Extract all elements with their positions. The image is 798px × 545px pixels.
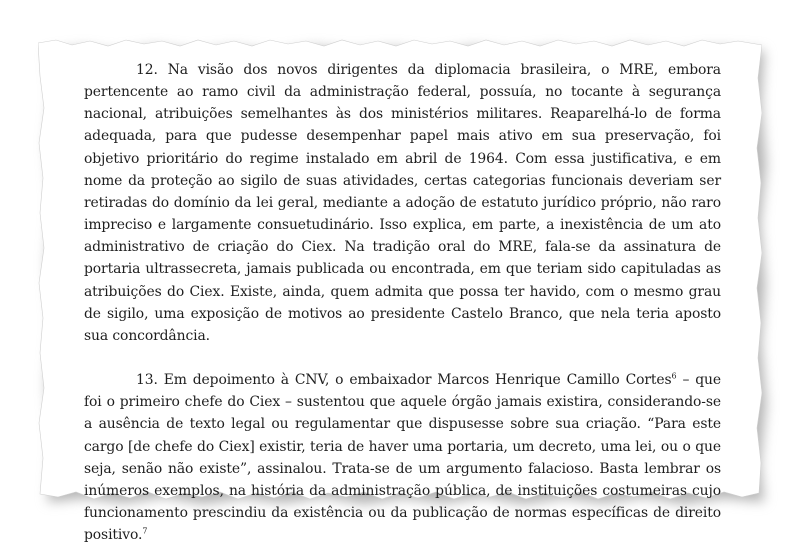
- paragraph-13-text-end: – que foi o primeiro chefe do Ciex – sustentou que aquele órgão jamais existira, considerando-se a ausência de texto legal ou regulamentar que dispusesse sobre sua criação. “Para este cargo [de chefe do Ciex] existir, teria de haver uma portaria, um decreto, uma lei, ou o que seja, senão não existe”, assinalou. Trata-se de um argumento falacioso. Basta lembrar os inúmeros exemplos, na história da administração pública, de instituições costumeiras cujo funcionamento prescindiu da existência ou da publicação de normas específicas de direito positivo.: [84, 372, 721, 544]
- paragraph-12-text: 12. Na visão dos novos dirigentes da diplomacia brasileira, o MRE, embora pertencente ao ramo civil da administração federal, possuía, no tocante à segurança nacional, atribuições semelhantes às dos ministérios militares. Reaparelhá-lo de forma adequada, para que pudesse desempenhar papel mais ativo em sua preservação, foi objetivo prioritário do regime instalado em abril de 1964. Com essa justificativa, e em nome da proteção ao sigilo de suas atividades, certas categorias funcionais deveriam ser retiradas do domínio da lei geral, mediante a adoção de estatuto jurídico próprio, não raro impreciso e largamente consuetudinário. Isso explica, em parte, a inexistência de um ato administrativo de criação do Ciex. Na tradição oral do MRE, fala-se da assinatura de portaria ultrassecreta, jamais publicada ou encontrada, em que teriam sido capituladas as atribuições do Ciex. Existe, ainda, quem admita que possa ter havido, com o mesmo grau de sigilo, uma exposição de motivos ao presidente Castelo Branco, que nela teria aposto sua concordância.: [84, 62, 721, 344]
- footnote-marker-7[interactable]: 7: [142, 526, 148, 536]
- paragraph-12: [84, 59, 721, 347]
- torn-paper-excerpt: [38, 38, 762, 544]
- footnote-marker-6[interactable]: 6: [671, 371, 677, 381]
- paragraph-13: [84, 369, 721, 545]
- document-body: [84, 59, 721, 545]
- paragraph-13-text-start: 13. Em depoimento à CNV, o embaixador Marcos Henrique Camillo Cortes: [136, 372, 672, 389]
